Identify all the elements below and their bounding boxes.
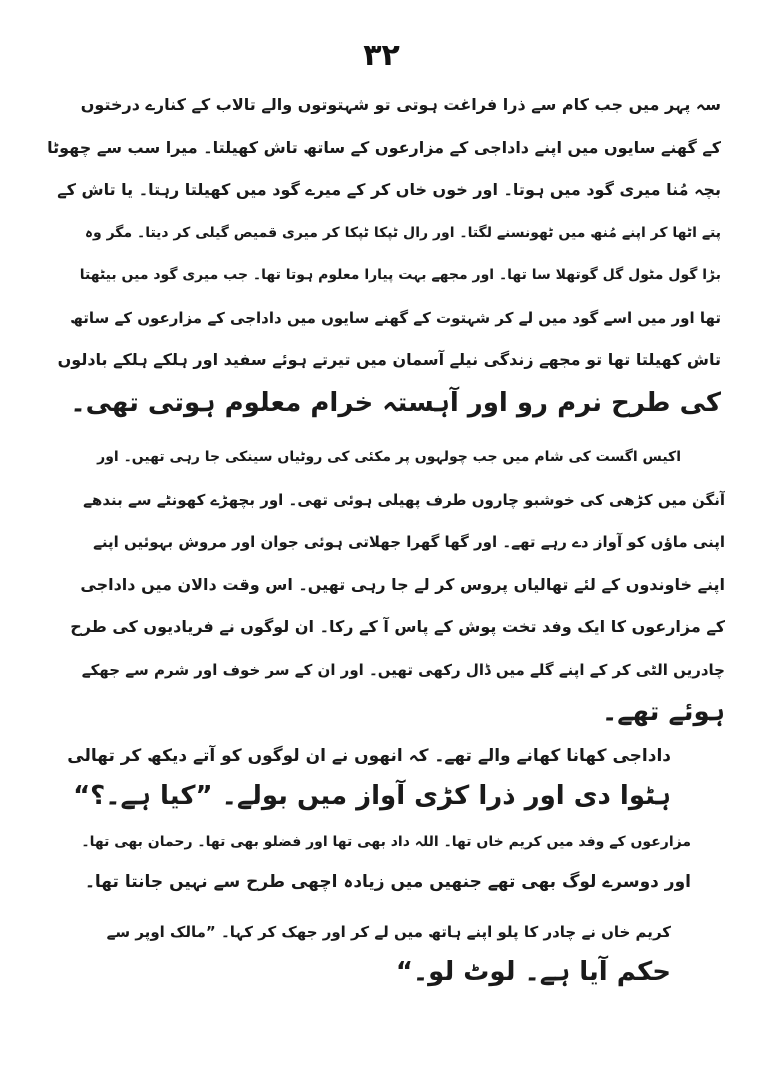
text-line: چادریں الٹی کر کے اپنے گلے میں ڈال رکھی تھیں۔ اور ان کے سر خوف اور شرم سے جھکے [81, 660, 725, 679]
text-line: تھا اور میں اسے گود میں لے کر شہتوت کے گھنے سایوں میں داداجی کے مزارعوں کے ساتھ [70, 308, 721, 327]
paragraph-3 [60, 736, 671, 816]
paragraph-5 [80, 912, 671, 992]
text-line: آنگن میں کڑھی کی خوشبو چاروں طرف پھیلی ہوئی تھی۔ اور بچھڑے کھونٹے سے بندھے [83, 490, 725, 509]
text-line: پتے اٹھا کر اپنے مُنھ میں ٹھونسنے لگتا۔ اور رال ٹپکا ٹپکا کر میری قمیص گیلی کر دیتا۔ مگر وہ [84, 224, 721, 241]
text-line: ہوئے تھے۔ [602, 697, 725, 727]
text-line: بڑا گول مٹول گل گوتھلا سا تھا۔ اور مجھے بہت پیارا معلوم ہوتا تھا۔ جب میری گود میں بیٹھتا [79, 267, 721, 283]
text-line: داداجی کھانا کھانے والے تھے۔ کہ انھوں نے ان لوگوں کو آتے دیکھ کر تھالی [67, 746, 671, 766]
page-number: ۳۲ [363, 38, 400, 73]
paragraph-4 [66, 822, 691, 902]
paragraph-2 [60, 436, 725, 734]
text-line: اور دوسرے لوگ بھی تھے جنھیں میں زیادہ اچھی طرح سے نہیں جانتا تھا۔ [84, 872, 691, 892]
text-line: سہ پہر میں جب کام سے ذرا فراغت ہوتی تو شہتوتوں والے تالاب کے کنارے درختوں [80, 95, 721, 114]
text-line: اپنے خاوندوں کے لئے تھالیاں پروس کر لے جا رہی تھیں۔ اس وقت دالان میں داداجی [80, 574, 725, 594]
text-line: اکیس اگست کی شام میں جب چولہوں پر مکئی کی روٹیاں سینکی جا رہی تھیں۔ اور [97, 449, 681, 465]
text-line: ہٹوا دی اور ذرا کڑی آواز میں بولے۔ ”کیا ہے۔؟“ [73, 781, 671, 811]
text-line: کے مزارعوں کا ایک وفد تخت پوش کے پاس آ کے رکا۔ ان لوگوں نے فریادیوں کی طرح [70, 617, 725, 636]
text-line: مزارعوں کے وفد میں کریم خاں تھا۔ اللہ داد بھی تھا اور فضلو بھی تھا۔ رحمان بھی تھا۔ [81, 834, 691, 850]
text-line: تاش کھیلتا تھا تو مجھے زندگی نیلے آسمان میں تیرتے ہوئے سفید اور ہلکے ہلکے بادلوں [57, 350, 721, 369]
text-line: اپنی ماؤں کو آواز دے رہے تھے۔ اور گھا گھرا جھلاتی ہوئی جوان اور مروش بہوئیں اپنے [93, 533, 725, 551]
text-line: کے گھنے سایوں میں اپنے داداجی کے مزارعوں کے ساتھ تاش کھیلتا۔ میرا سب سے چھوٹا [47, 137, 721, 157]
text-line: بچہ مُنا میری گود میں ہوتا۔ اور خوں خاں کر کے میرے گود میں کھیلتا رہتا۔ یا تاش کے [57, 180, 721, 199]
text-line: کی طرح نرم رو اور آہستہ خرام معلوم ہوتی تھی۔ [70, 387, 721, 418]
paragraph-1 [44, 84, 721, 424]
text-line: کریم خاں نے چادر کا پلو اپنے ہاتھ میں لے کر اور جھک کر کہا۔ ”مالک اوپر سے [106, 923, 671, 941]
text-line: حکم آیا ہے۔ لوٹ لو۔“ [395, 957, 671, 987]
